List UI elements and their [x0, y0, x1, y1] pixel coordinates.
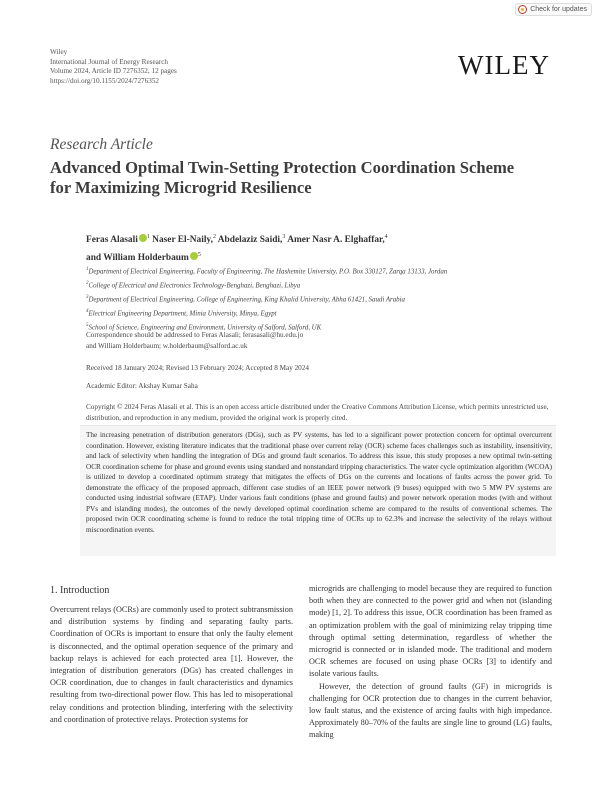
affiliation-number: 1 [86, 267, 89, 272]
body-column-left [50, 604, 293, 726]
affiliation-list [86, 264, 556, 334]
doi-link[interactable]: https://doi.org/10.1155/2024/7276352 [50, 76, 160, 85]
author-name[interactable]: Amer Nasr A. Elghaffar, [287, 235, 385, 246]
affiliation-item [86, 264, 556, 278]
author-affiliation-number: 2 [212, 234, 216, 240]
body-paragraph: Overcurrent relays (OCRs) are commonly used to protect subtransmission and distribution systems by finding and separating faulty parts. Coordination of OCRs is important to ensure that only the faulty element is disconnected, and the optimal operation sequence of the primary and backup relays is achieved for each protected area [1]. However, the integration of distribution generators (DGs) has created challenges in OCR coordination, due to changes in fault characteristics and dynamics resulting from two-directional power flow. This has led to misoperational relay conditions and protection blinding, interfering with the selectivity and coordination of protective relays. Protection systems for [50, 605, 293, 724]
article-title: Advanced Optimal Twin-Setting Protection Coordination Scheme for Maximizing Microgrid Resilience [50, 158, 515, 197]
journal-name: International Journal of Energy Research [50, 57, 169, 66]
affiliation-item [86, 306, 556, 320]
author-name[interactable]: Abdelaziz Saidi, [217, 235, 283, 246]
affiliation-item [86, 278, 556, 292]
author-affiliation-number: 1 [146, 234, 150, 240]
affiliation-number: 2 [86, 281, 89, 286]
author-name[interactable]: and William Holderbaum [86, 253, 189, 264]
academic-editor: Academic Editor: Akshay Kumar Saha [86, 382, 198, 390]
orcid-icon[interactable] [190, 252, 198, 260]
crossmark-icon [518, 5, 527, 14]
abstract-text: The increasing penetration of distribution generators (DGs), such as PV systems, has led to a significant power protection concern for optimal overcurrent coordination. However, existing literature indicates that the traditional phase over current relay (OCR) scheme faces challenges such as instability, insensitivity, and lack of selectivity when handling the integration of DGs and ground fault scenarios. To address this issue, this study proposes a new optimal twin-setting OCR coordination scheme for phase and ground events using standard and nonstandard tripping characteristics. The water cycle optimization algorithm (WCOA) is utilized to develop a coordinated optimum strategy that mitigates the effects of DGs on the currents and locations of faults across the power grid. To demonstrate the efficacy of the proposed approach, different case studies of an IEEE power network (9 buses) equipped with two 5 MW PV systems are conducted using industrial software (ETAP). Under various fault conditions (phase and ground faults) and power network operation modes (with and without PVs and islanding modes), the outcomes of the newly developed optimal coordination scheme are compared to the results of conventional schemes. The proposed twin OCR coordinating scheme is found to reduce the total tripping time of OCRs up to 62.3% and increase the selectivity of the relays without miscoordination events. [86, 431, 552, 534]
author-list [86, 230, 556, 266]
article-dates: Received 18 January 2024; Revised 13 February 2024; Accepted 8 May 2024 [86, 364, 309, 372]
check-for-updates-badge[interactable] [515, 3, 592, 16]
affiliation-text: College of Electrical and Electronics Technology-Benghazi, Benghazi, Libya [88, 282, 301, 290]
publisher-line: Wiley [50, 48, 68, 56]
author-affiliation-number: 4 [384, 234, 388, 240]
affiliation-text: Electrical Engineering Department, Minia University, Minya, Egypt [88, 310, 277, 318]
section-heading: 1. Introduction [50, 585, 110, 596]
body-paragraph: microgrids are challenging to model because they are required to function both when they are connected to the power grid and when not (islanding mode) [1, 2]. To address this issue, OCR coordination has been framed as an optimization problem with the goal of minimizing relay tripping time through optimal setting determination, regardless of whether the microgrid is connected or in islanded mode. The traditional and modern OCR schemes are focused on using phase OCRs [3] to identify and isolate various faults. [309, 584, 552, 679]
affiliation-text: Department of Electrical Engineering, College of Engineering, King Khalid University, Abha 61421, Saudi Arabia [88, 296, 405, 304]
wiley-logo: WILEY [458, 50, 550, 80]
affiliation-number: 3 [86, 295, 89, 300]
orcid-icon[interactable] [139, 234, 147, 242]
affiliation-text: Department of Electrical Engineering, Faculty of Engineering, The Hashemite University, P.O. Box 330127, Zarqa 13133, Jordan [88, 268, 448, 276]
volume-line: Volume 2024, Article ID 7276352, 12 pages [50, 67, 177, 76]
body-paragraph: However, the detection of ground faults (GF) in microgrids is challenging for OCR protection due to changes in the current behavior, low fault status, and the existence of arcing faults with high impedance. Approximately 80–70% of the faults are single line to ground (LG) faults, making [309, 681, 552, 740]
journal-meta [50, 48, 177, 86]
affiliation-number: 5 [86, 323, 89, 328]
correspondence [86, 330, 556, 352]
article-type: Research Article [50, 136, 153, 153]
correspondence-line[interactable]: Correspondence should be addressed to Feras Alasali; ferasasali@hu.edu.jo [86, 331, 304, 339]
affiliation-number: 4 [86, 309, 89, 314]
author-affiliation-number: 5 [197, 252, 201, 259]
author-affiliation-number: 3 [282, 234, 286, 240]
copyright-notice: Copyright © 2024 Feras Alasali et al. This is an open access article distributed under the Creative Commons Attribution License, which permits unrestricted use, distribution, and reproduction in any medium, provided the original work is properly cited. [86, 403, 549, 422]
author-name[interactable]: Naser El-Naily, [152, 235, 213, 246]
correspondence-line[interactable]: and William Holderbaum; w.holderbaum@salford.ac.uk [86, 342, 248, 350]
body-column-right [309, 583, 552, 742]
author-name[interactable]: Feras Alasali [86, 235, 138, 246]
check-for-updates-label: Check for updates [530, 6, 587, 13]
affiliation-text: School of Science, Engineering and Environment, University of Salford, Salford, UK [88, 324, 322, 332]
affiliation-item [86, 292, 556, 306]
